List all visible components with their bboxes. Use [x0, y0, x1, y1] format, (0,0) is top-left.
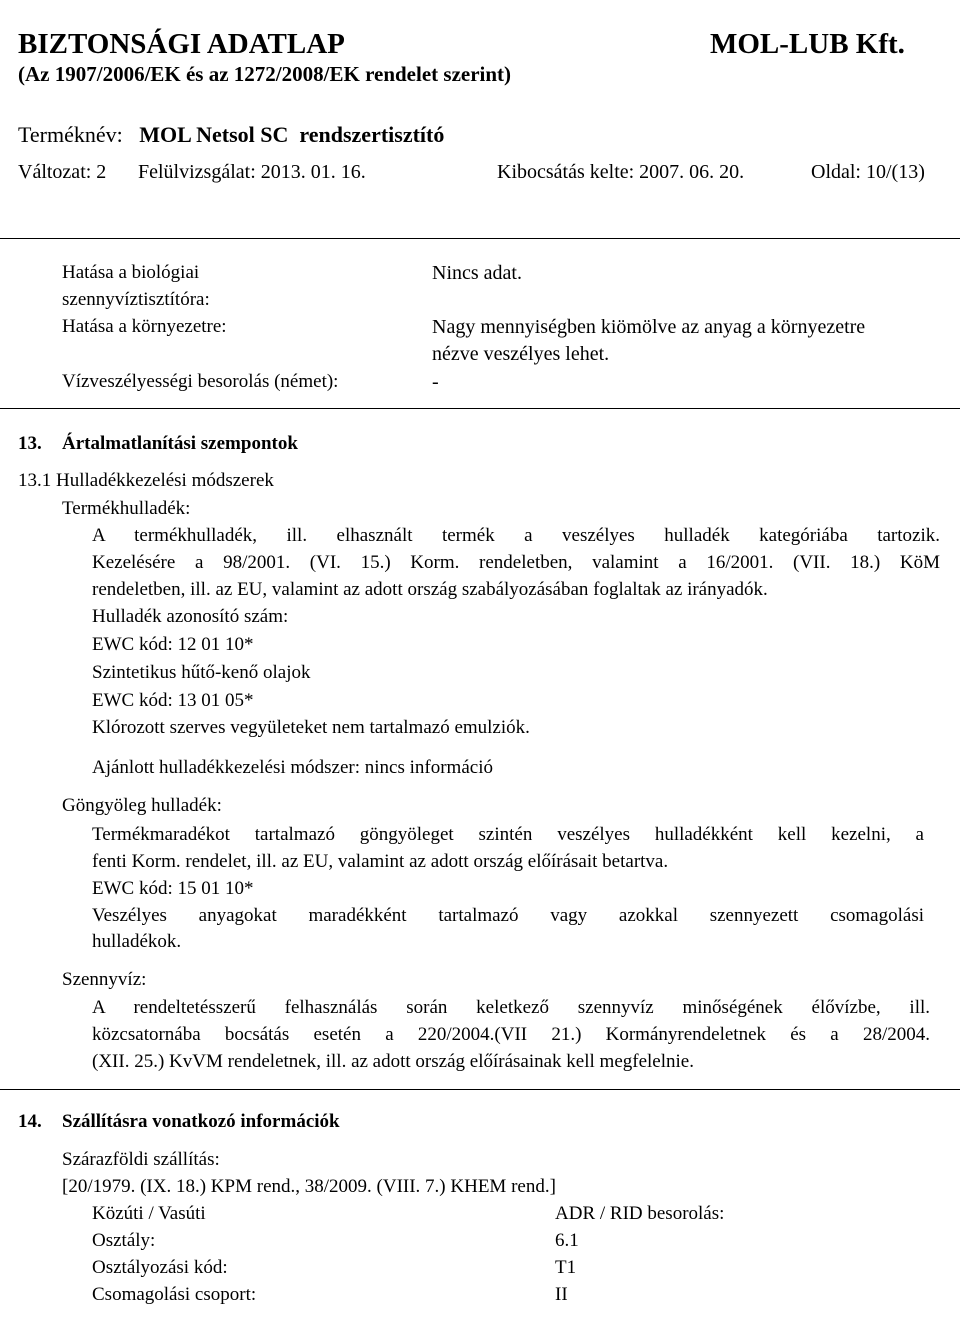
- packaging-line-4: hulladékok.: [92, 931, 182, 952]
- bio-label-1: Hatása a biológiai: [62, 262, 200, 283]
- packaging-waste-label: Göngyöleg hulladék:: [62, 795, 222, 816]
- product-name: MOL Netsol SC: [139, 122, 289, 147]
- revision-date: Felülvizsgálat: 2013. 01. 16.: [138, 161, 366, 183]
- wastewater-line-3: (XII. 25.) KvVM rendeletnek, ill. az adott ország előírásainak kell megfelelnie.: [92, 1051, 694, 1072]
- classification-code-label: Osztályozási kód:: [92, 1257, 228, 1278]
- wastewater-line-2: közcsatornába bocsátás esetén a 220/2004.(VII 21.) Kormányrendeletnek és a 28/2004.: [92, 1024, 930, 1045]
- version: Változat: 2: [18, 161, 107, 183]
- packaging-line-1: Termékmaradékot tartalmazó göngyöleget szintén veszélyes hulladékként kell kezelni, a: [92, 824, 924, 845]
- product-waste-line-3: rendeletben, ill. az EU, valamint az adott ország szabályozásában foglaltak az irányadók.: [92, 579, 768, 600]
- section-14-title: Szállításra vonatkozó információk: [62, 1111, 340, 1132]
- header-divider: [0, 238, 960, 239]
- adr-rid-label: ADR / RID besorolás:: [555, 1203, 725, 1224]
- product-waste-line-2: Kezelésére a 98/2001. (VI. 15.) Korm. rendeletben, valamint a 16/2001. (VII. 18.) KöM: [92, 552, 940, 573]
- subsection-13-1-heading: 13.1 Hulladékkezelési módszerek: [18, 470, 274, 491]
- bio-value: Nincs adat.: [432, 262, 522, 284]
- env-value-2: nézve veszélyes lehet.: [432, 343, 610, 365]
- env-value-1: Nagy mennyiségben kiömölve az anyag a környezetre: [432, 316, 866, 338]
- class-label: Osztály:: [92, 1230, 156, 1251]
- waste-id-label: Hulladék azonosító szám:: [92, 606, 289, 627]
- ewc-code-1: EWC kód: 12 01 10*: [92, 634, 254, 655]
- company-name: MOL-LUB Kft.: [710, 28, 905, 60]
- env-label: Hatása a környezetre:: [62, 316, 227, 337]
- page-number: Oldal: 10/(13): [811, 161, 925, 183]
- class-value: 6.1: [555, 1230, 579, 1251]
- product-name-line: [18, 121, 444, 149]
- road-rail-label: Közúti / Vasúti: [92, 1203, 206, 1224]
- packaging-line-3: Veszélyes anyagokat maradékként tartalmazó vagy azokkal szennyezett csomagolási: [92, 905, 924, 926]
- product-waste-label: Termékhulladék:: [62, 498, 191, 519]
- land-transport-label: Szárazföldi szállítás:: [62, 1149, 220, 1170]
- water-hazard-label: Vízveszélyességi besorolás (német):: [62, 371, 339, 392]
- ewc-code-2: EWC kód: 13 01 05*: [92, 690, 254, 711]
- section-13-title: Ártalmatlanítási szempontok: [62, 433, 298, 454]
- section-divider-1: [0, 408, 960, 409]
- packing-group-label: Csomagolási csoport:: [92, 1284, 257, 1305]
- transport-regulations: [20/1979. (IX. 18.) KPM rend., 38/2009. (VIII. 7.) KHEM rend.]: [62, 1176, 556, 1197]
- wastewater-label: Szennyvíz:: [62, 969, 147, 990]
- product-suffix: rendszertisztító: [299, 122, 445, 147]
- classification-code-value: T1: [555, 1257, 577, 1278]
- section-13-number: 13.: [18, 433, 42, 454]
- section-divider-2: [0, 1089, 960, 1090]
- ewc-code-3: EWC kód: 15 01 10*: [92, 878, 254, 899]
- water-hazard-value: -: [432, 371, 439, 393]
- packing-group-value: II: [555, 1284, 568, 1305]
- packaging-line-2: fenti Korm. rendelet, ill. az EU, valamint az adott ország előírásait betartva.: [92, 851, 669, 872]
- section-14-number: 14.: [18, 1111, 42, 1132]
- ewc-code-1-desc: Szintetikus hűtő-kenő olajok: [92, 662, 311, 683]
- issue-date: Kibocsátás kelte: 2007. 06. 20.: [497, 161, 745, 183]
- ewc-code-2-desc: Klórozott szerves vegyületeket nem tartalmazó emulziók.: [92, 717, 530, 738]
- document-title: BIZTONSÁGI ADATLAP: [18, 28, 345, 60]
- recommended-method: Ajánlott hulladékkezelési módszer: nincs információ: [92, 757, 493, 778]
- wastewater-line-1: A rendeltetésszerű felhasználás során keletkező szennyvíz minőségének élővízbe, ill.: [92, 997, 930, 1018]
- product-waste-line-1: A termékhulladék, ill. elhasznált termék a veszélyes hulladék kategóriába tartozik.: [92, 525, 940, 546]
- product-label: Terméknév:: [18, 122, 123, 147]
- document-subtitle: (Az 1907/2006/EK és az 1272/2008/EK rendelet szerint): [18, 62, 512, 86]
- bio-label-2: szennyvíztisztítóra:: [62, 289, 210, 310]
